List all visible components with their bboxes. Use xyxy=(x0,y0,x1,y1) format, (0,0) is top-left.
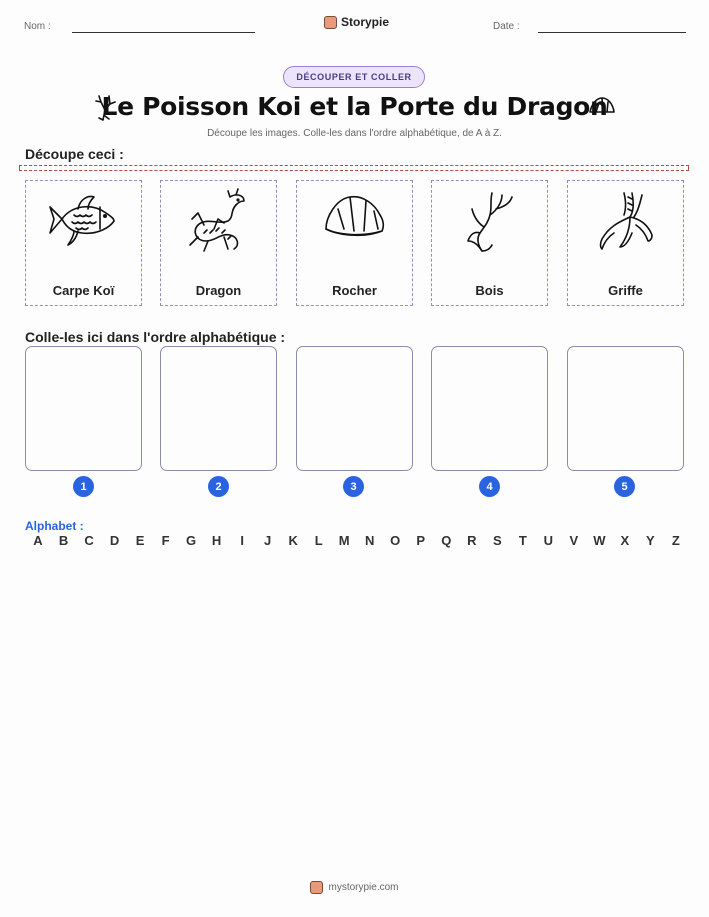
cut-heading: Découpe ceci : xyxy=(25,146,124,162)
letter: S xyxy=(492,533,502,548)
letter: T xyxy=(518,533,527,548)
slot-number-5: 5 xyxy=(614,476,635,497)
dragon-icon xyxy=(184,189,254,255)
letter: V xyxy=(569,533,579,548)
alphabet-label: Alphabet : xyxy=(25,519,84,533)
paste-slot-5[interactable] xyxy=(567,346,684,471)
storypie-logo-icon xyxy=(324,16,337,29)
slot-number-2: 2 xyxy=(208,476,229,497)
date-line[interactable] xyxy=(538,32,686,33)
cut-card-koi[interactable] xyxy=(25,180,142,306)
letter: Q xyxy=(441,533,452,548)
cut-card-dragon[interactable] xyxy=(160,180,277,306)
letter: F xyxy=(161,533,170,548)
letter: W xyxy=(593,533,606,548)
paste-heading: Colle-les ici dans l'ordre alphabétique : xyxy=(25,329,286,345)
letter: C xyxy=(84,533,94,548)
page-title: Le Poisson Koi et la Porte du Dragon xyxy=(101,92,608,121)
slot-number-1: 1 xyxy=(73,476,94,497)
cut-card-claw[interactable] xyxy=(567,180,684,306)
letter: N xyxy=(365,533,375,548)
card-label-dragon: Dragon xyxy=(195,283,242,298)
brand xyxy=(324,15,389,29)
card-label-antler: Bois xyxy=(475,283,504,298)
instructions: Découpe les images. Colle-les dans l'ordre alphabétique, de A à Z. xyxy=(207,128,502,139)
paste-slot-3[interactable] xyxy=(296,346,413,471)
rock-decoration-icon xyxy=(588,95,616,117)
letter: K xyxy=(288,533,298,548)
letter: P xyxy=(416,533,426,548)
alphabet-row xyxy=(30,533,684,548)
storypie-logo-icon xyxy=(310,881,323,894)
cut-line xyxy=(19,165,689,171)
antler-icon xyxy=(460,189,520,255)
paste-slot-1[interactable] xyxy=(25,346,142,471)
koi-fish-icon xyxy=(48,189,120,249)
letter: G xyxy=(186,533,197,548)
letter: Y xyxy=(646,533,655,548)
letter: Z xyxy=(671,533,680,548)
name-label: Nom : xyxy=(24,21,51,32)
card-label-koi: Carpe Koï xyxy=(52,283,115,298)
brand-name: Storypie xyxy=(341,15,390,29)
activity-badge: DÉCOUPER ET COLLER xyxy=(283,66,425,88)
letter: O xyxy=(390,533,401,548)
cut-card-antler[interactable] xyxy=(431,180,548,306)
letter: M xyxy=(338,533,350,548)
claw-icon xyxy=(594,189,658,253)
letter: R xyxy=(467,533,477,548)
letter: B xyxy=(58,533,69,548)
letter: X xyxy=(620,533,630,548)
slot-number-3: 3 xyxy=(343,476,364,497)
paste-slot-4[interactable] xyxy=(431,346,548,471)
letter: H xyxy=(211,533,222,548)
footer-url[interactable]: mystorypie.com xyxy=(328,882,399,893)
letter: E xyxy=(135,533,145,548)
slot-number-4: 4 xyxy=(479,476,500,497)
card-label-claw: Griffe xyxy=(608,283,643,298)
name-line[interactable] xyxy=(72,32,255,33)
letter: D xyxy=(109,533,120,548)
cut-card-rock[interactable] xyxy=(296,180,413,306)
rock-icon xyxy=(322,189,388,243)
letter: J xyxy=(264,533,272,548)
paste-slot-2[interactable] xyxy=(160,346,277,471)
card-label-rock: Rocher xyxy=(332,283,377,298)
letter: I xyxy=(240,533,244,548)
letter: A xyxy=(33,533,43,548)
letter: L xyxy=(314,533,323,548)
letter: U xyxy=(543,533,553,548)
footer xyxy=(0,881,709,894)
date-label: Date : xyxy=(493,21,520,32)
